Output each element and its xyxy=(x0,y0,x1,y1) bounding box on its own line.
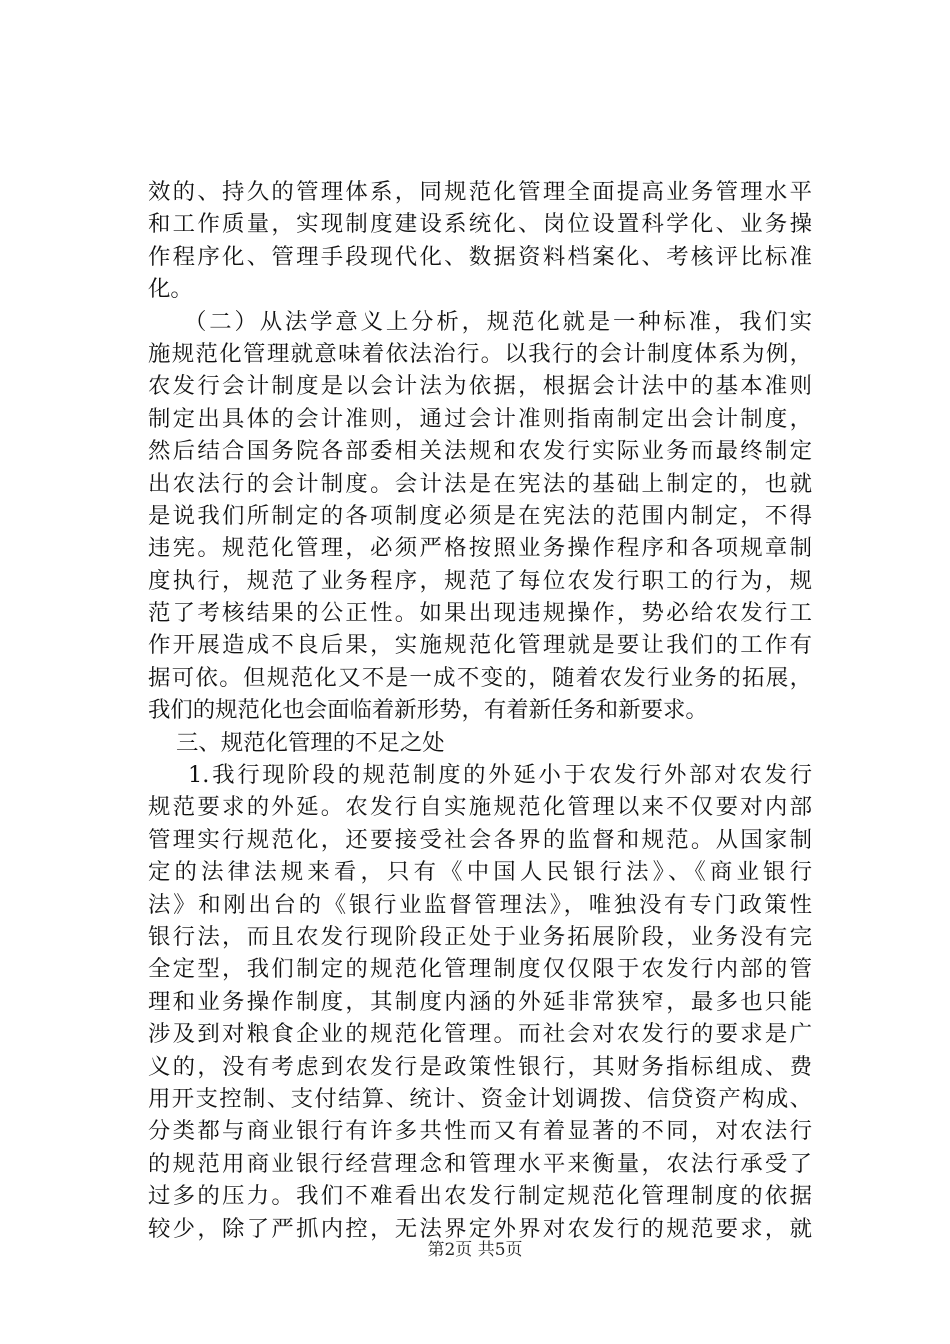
text-line: 银行法，而且农发行现阶段正处于业务拓展阶段，业务没有完 xyxy=(148,923,812,950)
text-line: 理和业务操作制度，其制度内涵的外延非常狭窄，最多也只能 xyxy=(148,988,812,1015)
text-line: 规范要求的外延。农发行自实施规范化管理以来不仅要对内部 xyxy=(148,794,812,821)
text-line: 农发行会计制度是以会计法为依据，根据会计法中的基本准则 xyxy=(148,373,812,400)
text-line: 作开展造成不良后果，实施规范化管理就是要让我们的工作有 xyxy=(148,632,812,659)
text-line: 管理实行规范化，还要接受社会各界的监督和规范。从国家制 xyxy=(148,826,812,853)
text-line: 度执行，规范了业务程序，规范了每位农发行职工的行为，规 xyxy=(148,567,812,594)
text-line: 较少，除了严抓内控，无法界定外界对农发行的规范要求，就 xyxy=(148,1215,812,1242)
text-line: 分类都与商业银行有许多共性而又有着显著的不同，对农法行 xyxy=(148,1118,812,1145)
text-line: 出农法行的会计制度。会计法是在宪法的基础上制定的，也就 xyxy=(148,470,812,497)
text-line: 和工作质量，实现制度建设系统化、岗位设置科学化、业务操 xyxy=(148,211,812,238)
page-number-label: 第2页 共5页 xyxy=(427,1240,523,1260)
document-body xyxy=(148,176,812,1245)
page-footer xyxy=(0,1235,950,1260)
text-line: 法》和刚出台的《银行业监督管理法》，唯独没有专门政策性 xyxy=(148,891,812,918)
text-line: 是说我们所制定的各项制度必须是在宪法的范围内制定，不得 xyxy=(148,502,812,529)
text-line: 用开支控制、支付结算、统计、资金计划调拨、信贷资产构成、 xyxy=(148,1085,812,1112)
text-line: （二）从法学意义上分析，规范化就是一种标准，我们实 xyxy=(184,308,812,335)
text-line: 过多的压力。我们不难看出农发行制定规范化管理制度的依据 xyxy=(148,1183,812,1210)
text-line: 义的，没有考虑到农发行是政策性银行，其财务指标组成、费 xyxy=(148,1053,812,1080)
text-line: 作程序化、管理手段现代化、数据资料档案化、考核评比标准 xyxy=(148,243,812,270)
text-line: 三、规范化管理的不足之处 xyxy=(176,729,445,756)
text-line: 化。 xyxy=(148,276,193,303)
text-line: 制定出具体的会计准则，通过会计准则指南制定出会计制度， xyxy=(148,405,812,432)
text-line: 然后结合国务院各部委相关法规和农发行实际业务而最终制定 xyxy=(148,438,812,465)
text-line: 的规范用商业银行经营理念和管理水平来衡量，农法行承受了 xyxy=(148,1150,812,1177)
text-line: 涉及到对粮食企业的规范化管理。而社会对农发行的要求是广 xyxy=(148,1021,812,1048)
text-line: 全定型，我们制定的规范化管理制度仅仅限于农发行内部的管 xyxy=(148,956,812,983)
text-line: 1.我行现阶段的规范制度的外延小于农发行外部对农发行 xyxy=(188,762,812,789)
text-line: 施规范化管理就意味着依法治行。以我行的会计制度体系为例， xyxy=(148,340,812,367)
text-line: 违宪。规范化管理，必须严格按照业务操作程序和各项规章制 xyxy=(148,535,812,562)
text-line: 我们的规范化也会面临着新形势，有着新任务和新要求。 xyxy=(148,697,708,724)
text-line: 定的法律法规来看，只有《中国人民银行法》、《商业银行 xyxy=(148,859,812,886)
text-line: 范了考核结果的公正性。如果出现违规操作，势必给农发行工 xyxy=(148,600,812,627)
text-line: 据可依。但规范化又不是一成不变的，随着农发行业务的拓展， xyxy=(148,664,812,691)
text-line: 效的、持久的管理体系，同规范化管理全面提高业务管理水平 xyxy=(148,179,812,205)
